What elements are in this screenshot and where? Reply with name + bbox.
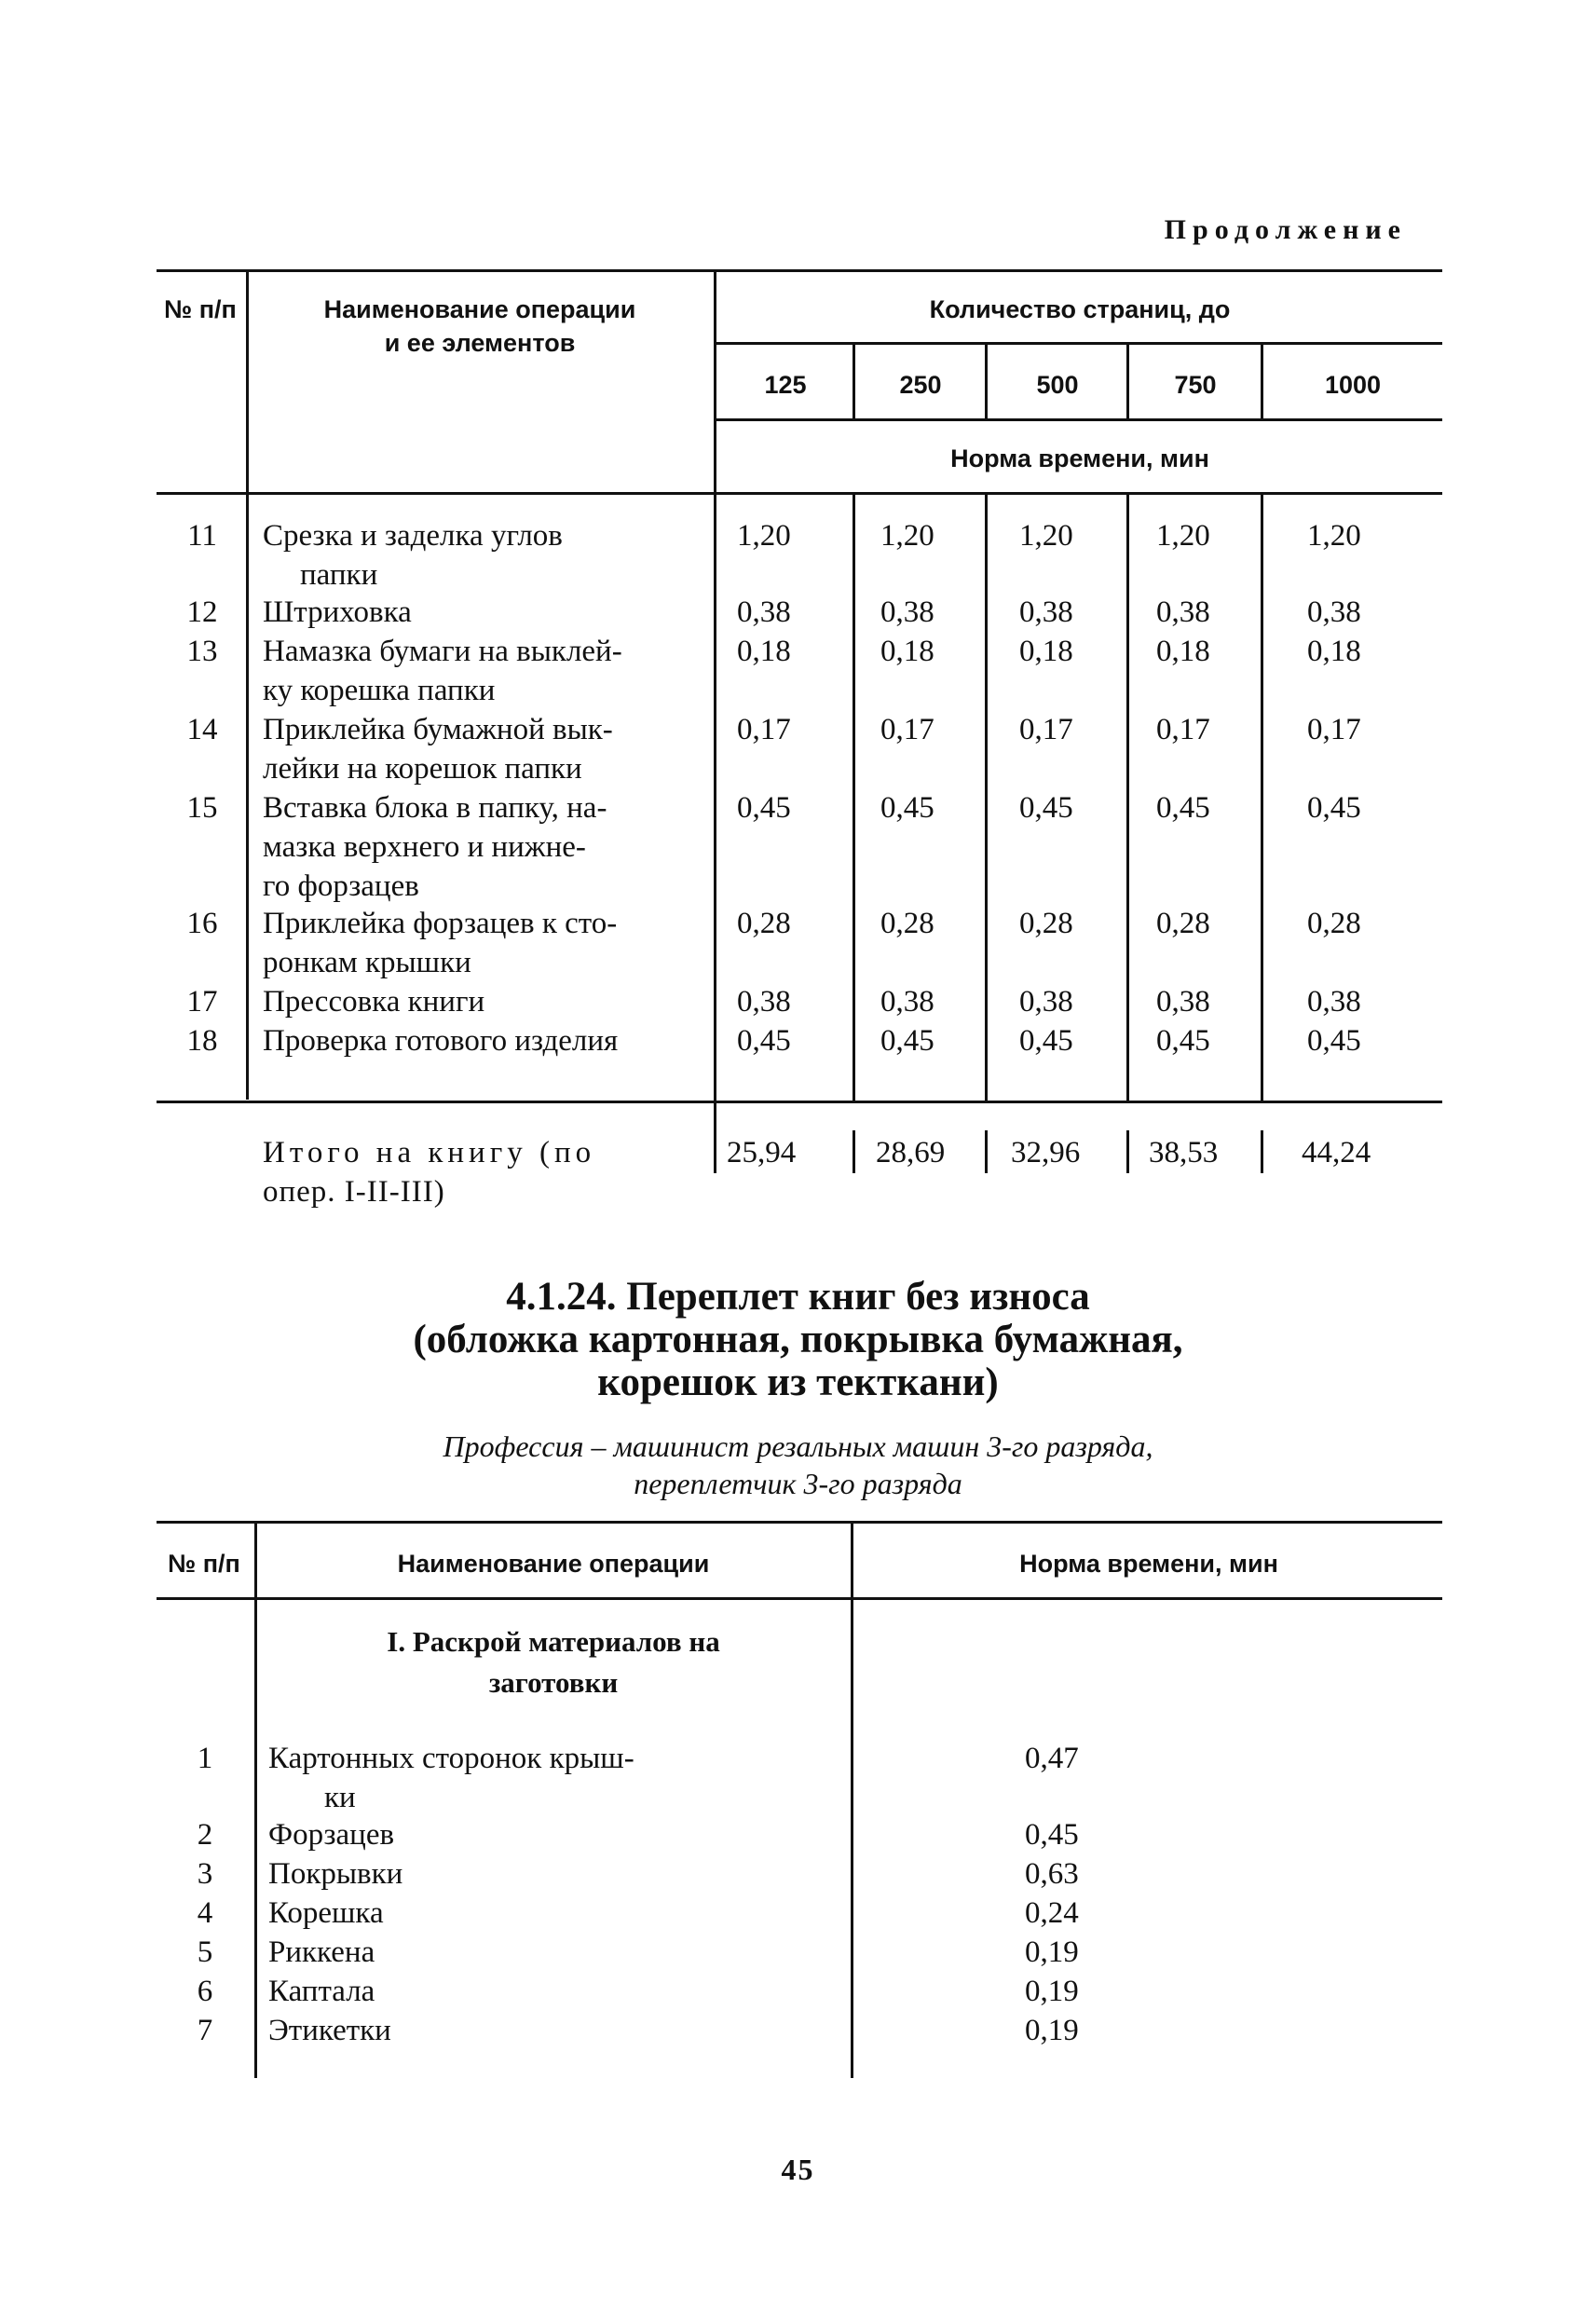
norm-value: 0,45 bbox=[1307, 1024, 1361, 1058]
row-number: 5 bbox=[197, 1935, 213, 1969]
operation-name-line: мазка верхнего и нижне- bbox=[263, 830, 586, 864]
section-title-line: (обложка картонная, покрывка бумажная, bbox=[413, 1318, 1183, 1361]
table-1-counts-rule bbox=[716, 418, 1442, 421]
operation-name bbox=[263, 1021, 710, 1060]
norm-value: 0,28 bbox=[737, 907, 791, 940]
operation-name-line: Вставка блока в папку, на- bbox=[263, 791, 607, 825]
operation-name bbox=[263, 632, 710, 710]
row-number: 6 bbox=[197, 1975, 213, 2008]
row-number: 18 bbox=[186, 1024, 218, 1058]
row-number: 4 bbox=[197, 1896, 213, 1930]
table-1-top-rule bbox=[157, 269, 1442, 272]
norm-value: 0,45 bbox=[737, 791, 791, 825]
row-number: 3 bbox=[197, 1857, 213, 1891]
table-1-divider bbox=[1126, 1130, 1129, 1173]
profession-line: Профессия – машинист резальных машин 3-го разряда, bbox=[443, 1429, 1153, 1463]
table-2-col-num-header: № п/п bbox=[168, 1550, 240, 1578]
norm-value: 0,38 bbox=[737, 985, 791, 1019]
page-count-header: 125 bbox=[764, 371, 807, 399]
norm-value: 0,18 bbox=[1019, 635, 1073, 668]
table-1-divider bbox=[985, 492, 988, 1101]
row-number: 7 bbox=[197, 2014, 213, 2047]
operation-name-line: Прессовка книги bbox=[263, 985, 485, 1019]
table-1-divider bbox=[853, 492, 855, 1101]
total-value: 28,69 bbox=[876, 1136, 946, 1169]
operation-name-line: Срезка и заделка углов bbox=[263, 519, 563, 553]
table-1-divider bbox=[1126, 492, 1129, 1101]
operation-name-line: папки bbox=[300, 558, 378, 592]
operation-name-line: Форзацев bbox=[268, 1818, 395, 1852]
norm-value: 0,24 bbox=[1025, 1896, 1079, 1930]
norm-value: 0,45 bbox=[1156, 791, 1210, 825]
operation-name-line: лейки на корешок папки bbox=[263, 752, 582, 786]
table-2-header-rule bbox=[157, 1597, 1442, 1600]
page-count-header: 500 bbox=[1036, 371, 1079, 399]
total-label-line: Итого на книгу (по bbox=[263, 1136, 596, 1169]
total-value: 38,53 bbox=[1149, 1136, 1219, 1169]
norm-value: 0,45 bbox=[1307, 791, 1361, 825]
row-number: 1 bbox=[197, 1742, 213, 1775]
profession-line: переплетчик 3-го разряда bbox=[634, 1467, 962, 1500]
norm-value: 0,28 bbox=[1307, 907, 1361, 940]
table-1-body-rule bbox=[157, 1101, 1442, 1103]
page-count-header: 1000 bbox=[1324, 371, 1382, 399]
operation-name bbox=[263, 516, 710, 595]
norm-value: 0,45 bbox=[1156, 1024, 1210, 1058]
norm-value: 1,20 bbox=[880, 519, 934, 553]
table-1-norm-header: Норма времени, мин bbox=[950, 444, 1209, 472]
norm-value: 0,17 bbox=[1019, 713, 1073, 746]
table-2-col-name-header: Наименование операции bbox=[397, 1550, 710, 1578]
operation-name-line: го форзацев bbox=[263, 869, 419, 903]
norm-value: 0,18 bbox=[1307, 635, 1361, 668]
table-1-divider bbox=[246, 269, 249, 1100]
norm-value: 0,38 bbox=[880, 595, 934, 629]
group-heading-line: заготовки bbox=[488, 1666, 619, 1699]
table-1-divider bbox=[985, 1130, 988, 1173]
table-1-divider bbox=[1261, 1130, 1263, 1173]
page-count-header: 250 bbox=[899, 371, 942, 399]
operation-name-line: Приклейка форзацев к сто- bbox=[263, 907, 618, 940]
row-number: 12 bbox=[186, 595, 218, 629]
operation-name bbox=[263, 788, 710, 906]
norm-value: 0,38 bbox=[1019, 985, 1073, 1019]
norm-value: 0,17 bbox=[1307, 713, 1361, 746]
norm-value: 0,28 bbox=[880, 907, 934, 940]
operation-name bbox=[268, 1933, 846, 1972]
norm-value: 0,28 bbox=[1156, 907, 1210, 940]
table-1-group-header: Количество страниц, до bbox=[929, 295, 1231, 323]
norm-value: 0,45 bbox=[1019, 791, 1073, 825]
norm-value: 0,38 bbox=[1156, 985, 1210, 1019]
norm-value: 0,45 bbox=[880, 791, 934, 825]
norm-value: 0,38 bbox=[1156, 595, 1210, 629]
operation-name bbox=[268, 1972, 846, 2011]
page-count-header: 750 bbox=[1174, 371, 1217, 399]
profession-note bbox=[0, 1428, 1596, 1502]
table-1-total-label bbox=[263, 1133, 595, 1211]
operation-name-line: Приклейка бумажной вык- bbox=[263, 713, 613, 746]
operation-name-line: Корешка bbox=[268, 1896, 384, 1930]
page-number: 45 bbox=[781, 2153, 815, 2186]
group-heading-line: I. Раскрой материалов на bbox=[387, 1625, 720, 1658]
table-1-col-name-header bbox=[252, 293, 708, 360]
norm-value: 1,20 bbox=[1307, 519, 1361, 553]
norm-value: 0,17 bbox=[737, 713, 791, 746]
row-number: 13 bbox=[186, 635, 218, 668]
norm-value: 0,38 bbox=[737, 595, 791, 629]
norm-value: 0,18 bbox=[880, 635, 934, 668]
header-line: Наименование операции bbox=[323, 295, 636, 323]
norm-value: 0,18 bbox=[1156, 635, 1210, 668]
operation-name-line: Риккена bbox=[268, 1935, 375, 1969]
norm-value: 0,19 bbox=[1025, 2014, 1079, 2047]
operation-name-line: ки bbox=[324, 1781, 356, 1814]
table-1-divider bbox=[1261, 492, 1263, 1101]
row-number: 16 bbox=[186, 907, 218, 940]
header-line: и ее элементов bbox=[384, 329, 576, 357]
section-title-line: корешок из текткани) bbox=[597, 1361, 999, 1404]
operation-name-line: Этикетки bbox=[268, 2014, 391, 2047]
total-value: 25,94 bbox=[727, 1136, 797, 1169]
table-1-col-num-header: № п/п bbox=[164, 295, 237, 323]
row-number: 11 bbox=[187, 519, 217, 553]
norm-value: 0,28 bbox=[1019, 907, 1073, 940]
norm-value: 0,19 bbox=[1025, 1975, 1079, 2008]
table-1-group-rule bbox=[716, 342, 1442, 345]
norm-value: 0,19 bbox=[1025, 1935, 1079, 1969]
operation-name bbox=[268, 1894, 846, 1933]
norm-value: 0,45 bbox=[1025, 1818, 1079, 1852]
operation-name-line: Каптала bbox=[268, 1975, 375, 2008]
table-2-col-norm-header: Норма времени, мин bbox=[1019, 1550, 1278, 1578]
norm-value: 0,45 bbox=[737, 1024, 791, 1058]
total-value: 32,96 bbox=[1011, 1136, 1081, 1169]
section-title-line: 4.1.24. Переплет книг без износа bbox=[506, 1275, 1090, 1319]
section-title bbox=[0, 1276, 1596, 1404]
norm-value: 0,17 bbox=[1156, 713, 1210, 746]
table-2-top-rule bbox=[157, 1521, 1442, 1524]
operation-name-line: Проверка готового изделия bbox=[263, 1024, 619, 1058]
total-label-line: опер. I-II-III) bbox=[263, 1175, 445, 1209]
norm-value: 0,38 bbox=[1019, 595, 1073, 629]
norm-value: 0,63 bbox=[1025, 1857, 1079, 1891]
operation-name-line: Картонных сторонок крыш- bbox=[268, 1742, 634, 1775]
operation-name bbox=[268, 1739, 846, 1817]
operation-name bbox=[268, 1815, 846, 1854]
norm-value: 0,45 bbox=[880, 1024, 934, 1058]
norm-value: 0,47 bbox=[1025, 1742, 1079, 1775]
norm-value: 1,20 bbox=[1156, 519, 1210, 553]
table-2-divider bbox=[851, 1521, 853, 2078]
operation-name bbox=[263, 982, 710, 1021]
operation-name-line: Покрывки bbox=[268, 1857, 403, 1891]
norm-value: 0,45 bbox=[1019, 1024, 1073, 1058]
table-2-divider bbox=[254, 1521, 257, 2078]
operation-name-line: ку корешка папки bbox=[263, 674, 496, 707]
table-2-group-heading bbox=[259, 1621, 848, 1703]
table-1-divider bbox=[853, 1130, 855, 1173]
operation-name-line: ронкам крышки bbox=[263, 946, 471, 979]
operation-name bbox=[263, 593, 710, 632]
operation-name bbox=[263, 904, 710, 982]
norm-value: 0,38 bbox=[1307, 985, 1361, 1019]
operation-name-line: Намазка бумаги на выклей- bbox=[263, 635, 622, 668]
norm-value: 0,38 bbox=[1307, 595, 1361, 629]
norm-value: 0,38 bbox=[880, 985, 934, 1019]
operation-name bbox=[268, 2011, 846, 2050]
continuation-label: Продолжение bbox=[1164, 214, 1407, 245]
operation-name bbox=[263, 710, 710, 788]
operation-name bbox=[268, 1854, 846, 1894]
operation-name-line: Штриховка bbox=[263, 595, 412, 629]
norm-value: 1,20 bbox=[1019, 519, 1073, 553]
row-number: 17 bbox=[186, 985, 218, 1019]
total-value: 44,24 bbox=[1302, 1136, 1371, 1169]
row-number: 15 bbox=[186, 791, 218, 825]
norm-value: 0,18 bbox=[737, 635, 791, 668]
row-number: 14 bbox=[186, 713, 218, 746]
norm-value: 0,17 bbox=[880, 713, 934, 746]
table-1-header-rule bbox=[157, 492, 1442, 495]
table-1-divider bbox=[714, 269, 716, 1173]
row-number: 2 bbox=[197, 1818, 213, 1852]
norm-value: 1,20 bbox=[737, 519, 791, 553]
